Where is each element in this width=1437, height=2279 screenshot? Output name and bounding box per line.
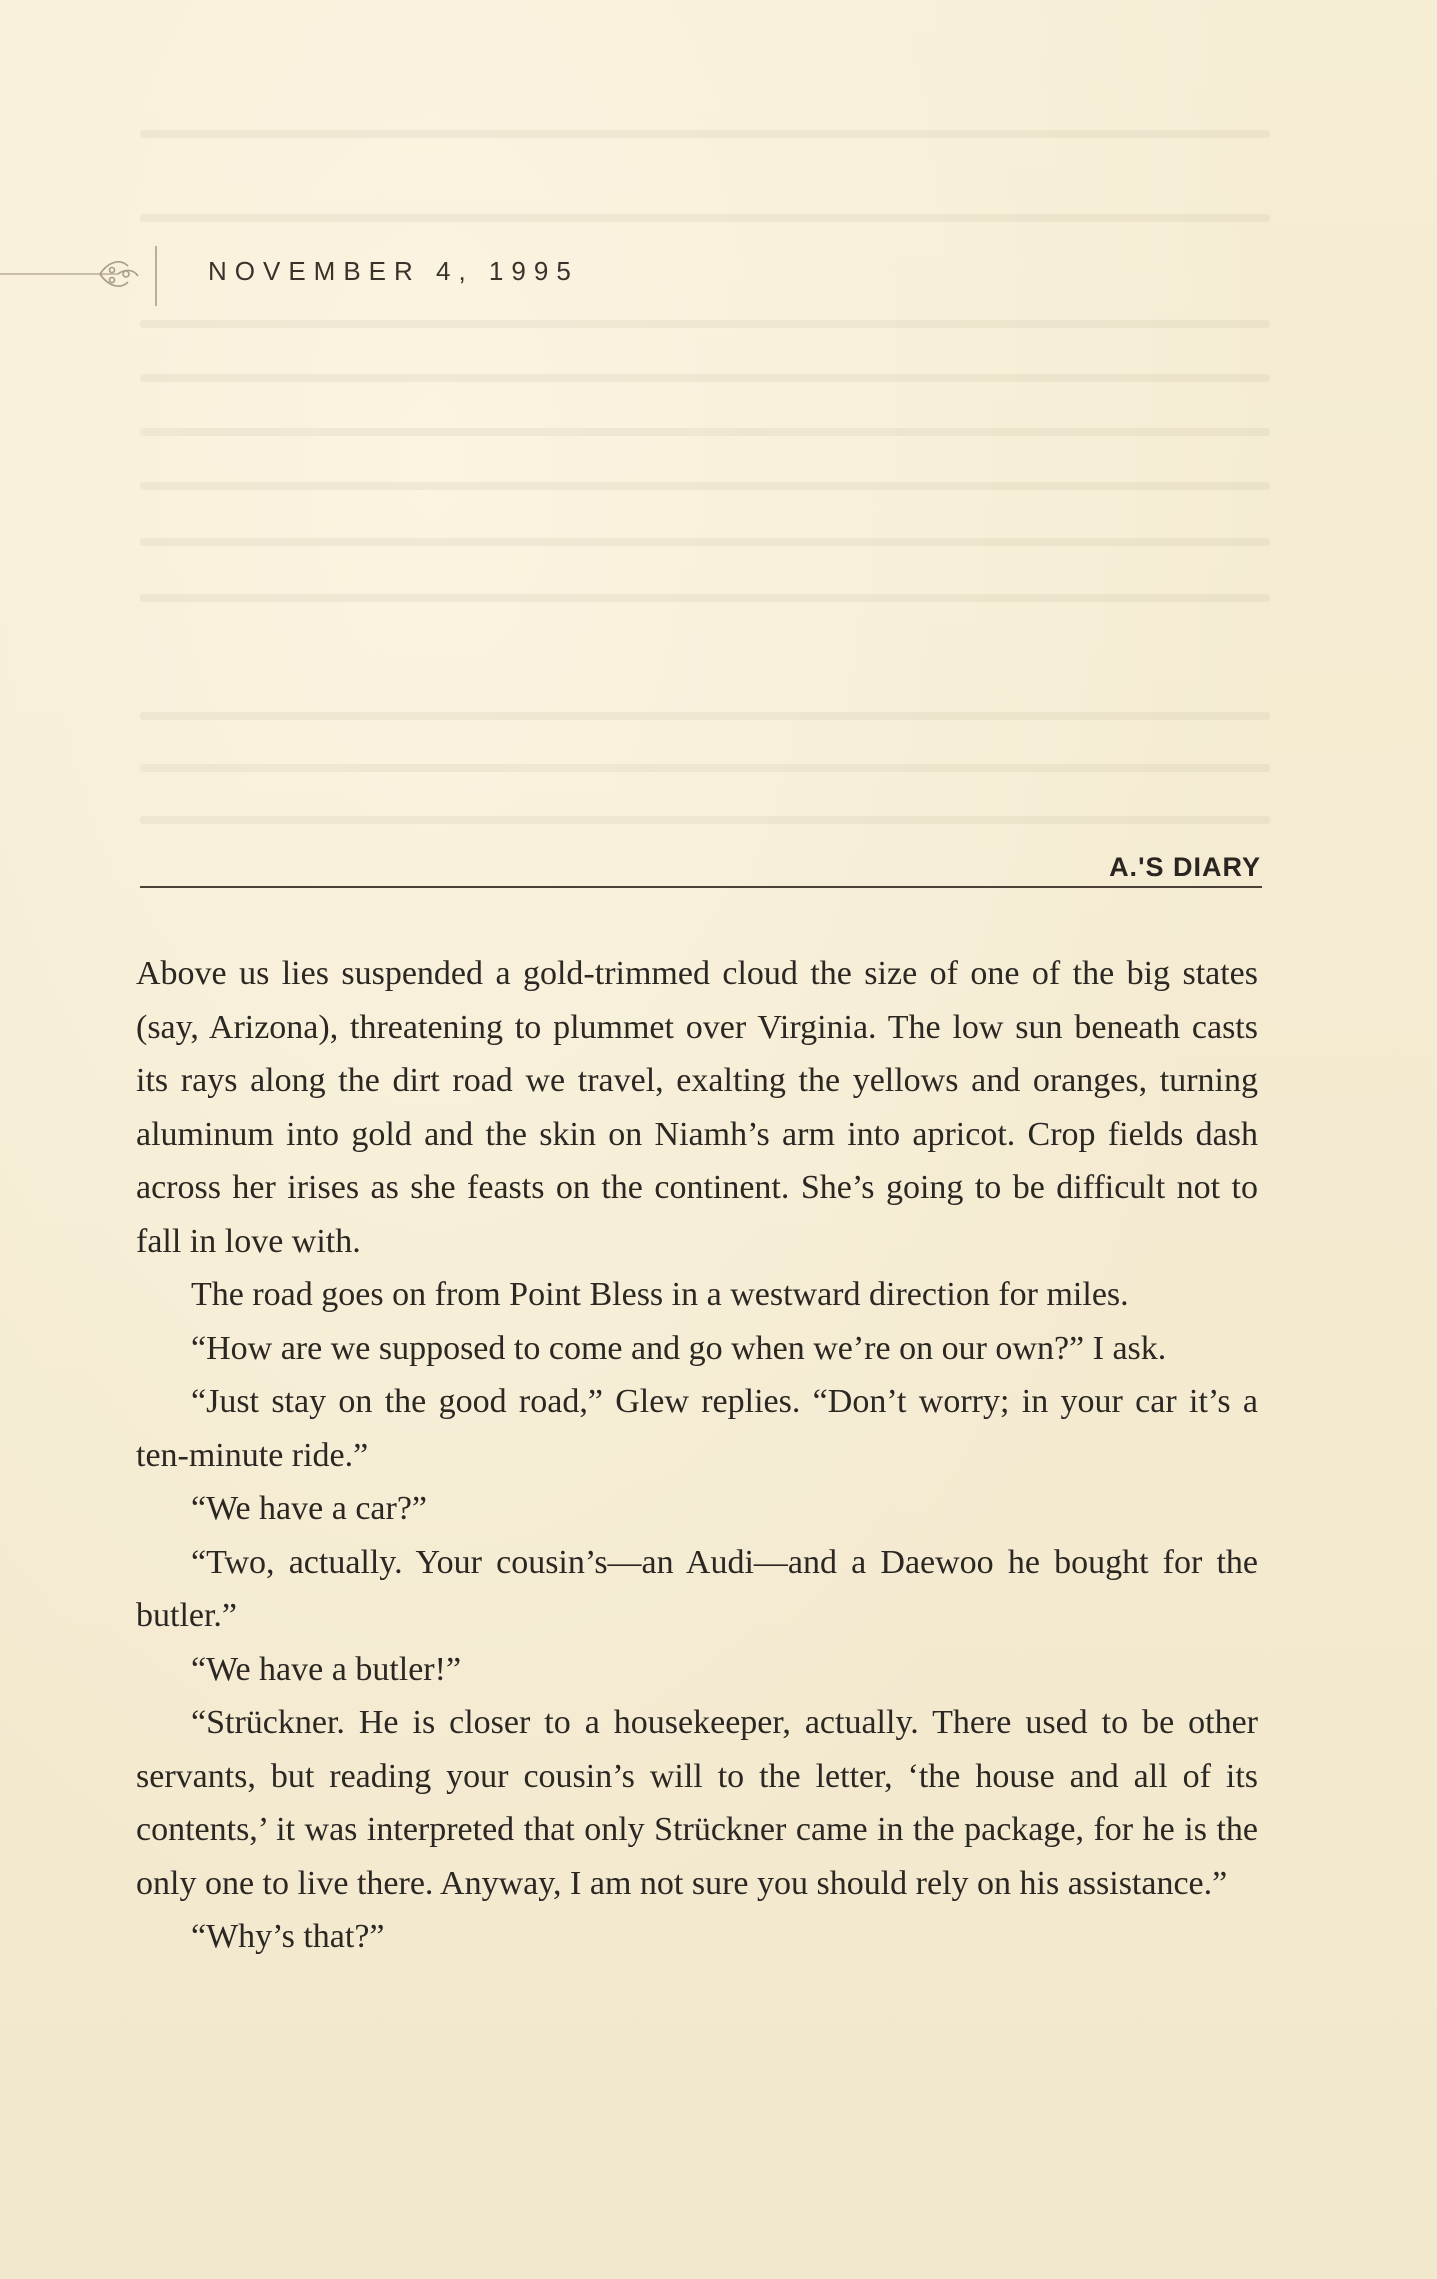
bleed-through-line xyxy=(140,538,1270,546)
paragraph: “We have a car?” xyxy=(191,1490,428,1527)
paragraph: Above us lies suspended a gold-trimmed cloud the size of one of the big states (say, Arizona), threatening to plummet over Virginia. The low sun beneath casts its rays along the dirt road we travel, exalting the yellows and oranges, turning aluminum into gold and the skin on Niamh’s arm into apricot. Crop fields dash across her irises as she feasts on the continent. She’s going to be difficult not to fall in love with. xyxy=(136,955,1258,1260)
diary-body xyxy=(136,947,1258,1964)
bleed-through-line xyxy=(140,130,1270,138)
paragraph: “Strückner. He is closer to a housekeeper, actually. There used to be other servants, but reading your cousin’s will to the letter, ‘the house and all of its contents,’ it was interpreted that only Strückner came in the package, for he is the only one to live there. Anyway, I am not sure you should rely on his assistance.” xyxy=(136,1704,1258,1902)
paragraph: The road goes on from Point Bless in a westward direction for miles. xyxy=(191,1276,1129,1313)
paragraph: “Why’s that?” xyxy=(191,1918,385,1955)
vine-flourish-icon xyxy=(0,240,170,310)
bleed-through-line xyxy=(140,320,1270,328)
paragraph: “How are we supposed to come and go when we’re on our own?” I ask. xyxy=(191,1329,1167,1367)
bleed-through-line xyxy=(140,594,1270,602)
section-title: A.'S DIARY xyxy=(1109,852,1261,882)
paragraph: “We have a butler!” xyxy=(191,1650,462,1688)
bleed-through-line xyxy=(140,764,1270,772)
bleed-through-line xyxy=(140,482,1270,490)
paragraph: “Just stay on the good road,” Glew replies. “Don’t worry; in your car it’s a ten-minute ride.” xyxy=(136,1383,1258,1474)
bleed-through-line xyxy=(140,374,1270,382)
bleed-through-line xyxy=(140,712,1270,720)
paragraph: “Two, actually. Your cousin’s—an Audi—and a Daewoo he bought for the butler.” xyxy=(136,1543,1258,1634)
bleed-through-line xyxy=(140,816,1270,824)
bleed-through-line xyxy=(140,214,1270,222)
bleed-through-line xyxy=(140,428,1270,436)
title-rule xyxy=(140,886,1262,888)
entry-date: NOVEMBER 4, 1995 xyxy=(208,256,579,286)
